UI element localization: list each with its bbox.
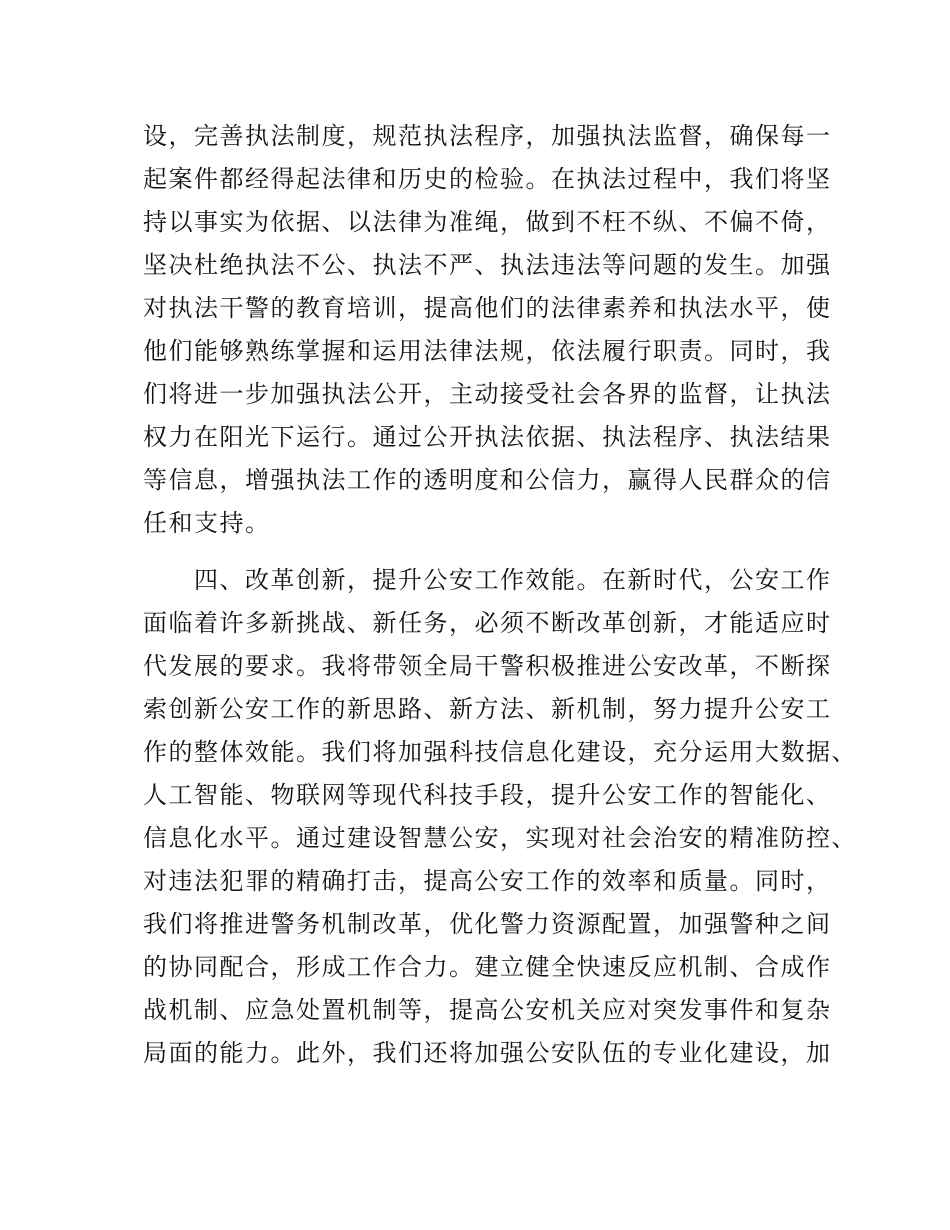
text-line: 四、改革创新，提升公安工作效能。在新时代，公安工作: [143, 566, 832, 594]
text-line: 的协同配合，形成工作合力。建立健全快速反应机制、合成作: [143, 953, 832, 981]
text-line: 局面的能力。此外，我们还将加强公安队伍的专业化建设，加: [143, 1039, 832, 1067]
text-line: 作的整体效能。我们将加强科技信息化建设，充分运用大数据、: [143, 738, 857, 766]
paragraph-reform-innovation: [143, 559, 857, 1075]
text-line: 任和支持。: [143, 509, 271, 537]
paragraph-law-enforcement: [143, 115, 832, 545]
text-line: 持以事实为依据、以法律为准绳，做到不枉不纵、不偏不倚，: [143, 208, 832, 236]
text-line: 设，完善执法制度，规范执法程序，加强执法监督，确保每一: [143, 122, 832, 150]
document-body: [143, 115, 857, 1075]
text-line: 起案件都经得起法律和历史的检验。在执法过程中，我们将坚: [143, 165, 832, 193]
text-line: 坚决杜绝执法不公、执法不严、执法违法等问题的发生。加强: [143, 251, 832, 279]
text-line: 我们将推进警务机制改革，优化警力资源配置，加强警种之间: [143, 910, 832, 938]
text-line: 对执法干警的教育培训，提高他们的法律素养和执法水平，使: [143, 294, 832, 322]
text-line: 面临着许多新挑战、新任务，必须不断改革创新，才能适应时: [143, 609, 832, 637]
text-line: 权力在阳光下运行。通过公开执法依据、执法程序、执法结果: [143, 423, 832, 451]
text-line: 他们能够熟练掌握和运用法律法规，依法履行职责。同时，我: [143, 337, 832, 365]
text-line: 人工智能、物联网等现代科技手段，提升公安工作的智能化、: [143, 781, 832, 809]
text-line: 战机制、应急处置机制等，提高公安机关应对突发事件和复杂: [143, 996, 832, 1024]
text-line: 对违法犯罪的精确打击，提高公安工作的效率和质量。同时，: [143, 867, 832, 895]
text-line: 代发展的要求。我将带领全局干警积极推进公安改革，不断探: [143, 652, 832, 680]
paragraph-spacer: [143, 545, 823, 559]
text-line: 们将进一步加强执法公开，主动接受社会各界的监督，让执法: [143, 380, 832, 408]
text-line: 索创新公安工作的新思路、新方法、新机制，努力提升公安工: [143, 695, 832, 723]
text-line: 等信息，增强执法工作的透明度和公信力，赢得人民群众的信: [143, 466, 832, 494]
text-line: 信息化水平。通过建设智慧公安，实现对社会治安的精准防控、: [143, 824, 857, 852]
